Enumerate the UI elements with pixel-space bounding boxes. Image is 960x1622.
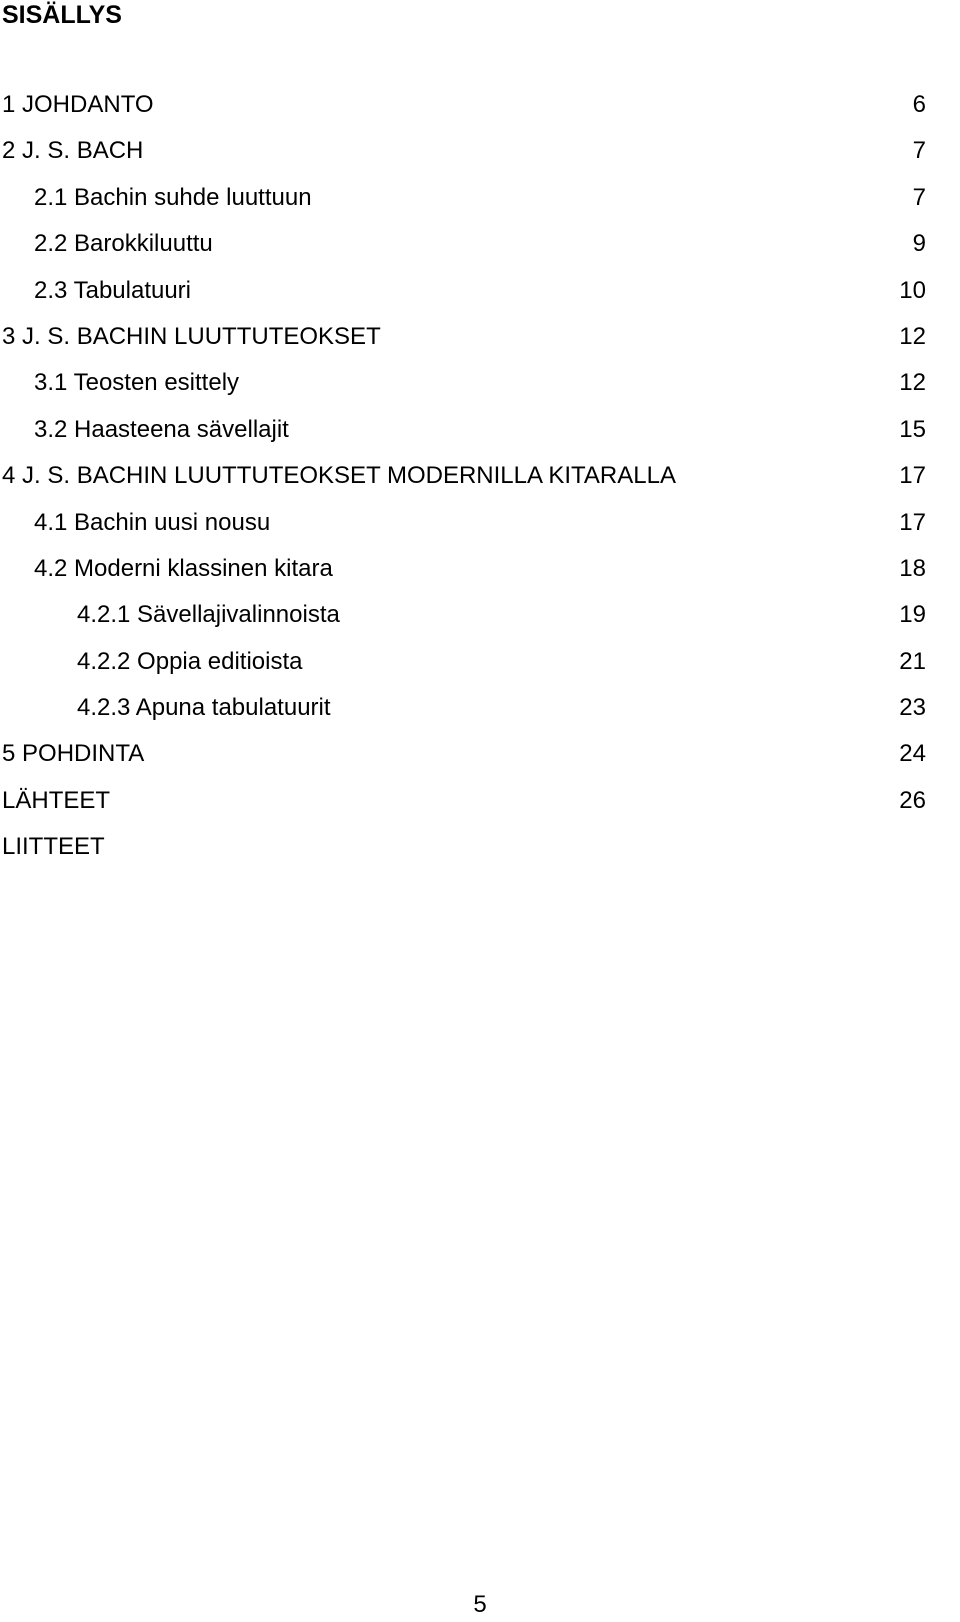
toc-entry-label: LIITTEET: [2, 833, 105, 861]
toc-entry-label: 4.2.2 Oppia editioista: [77, 647, 303, 675]
toc-entry-johdanto: [0, 88, 960, 134]
toc-entry-page: 17: [899, 462, 926, 490]
toc-entry-pohdinta: [0, 737, 960, 783]
toc-entry-label: 4.2.3 Apuna tabulatuurit: [77, 694, 331, 722]
toc-entry-label: 3.1 Teosten esittely: [34, 369, 240, 397]
toc-entry-page: 17: [899, 508, 926, 536]
toc-entry-label: 3.2 Haasteena sävellajit: [34, 415, 289, 443]
toc-entry-label: 2.1 Bachin suhde luuttuun: [34, 183, 312, 211]
toc-entry-barokkiluuttu: [0, 227, 960, 273]
toc-entry-oppia-editioista: [0, 645, 960, 691]
toc-entry-page: 7: [912, 137, 926, 165]
toc-entry-page: 21: [899, 647, 926, 675]
toc-entry-page: 15: [899, 415, 926, 443]
toc-entry-savellajit: [0, 413, 960, 459]
toc-entry-page: 10: [899, 276, 926, 304]
toc-entry-label: 1 JOHDANTO: [2, 91, 154, 118]
toc-entry-liitteet: [0, 830, 960, 876]
toc-entry-lahteet: [0, 784, 960, 830]
toc-entry-teosten-esittely: [0, 366, 960, 412]
toc-entry-page: 6: [912, 91, 926, 118]
toc-entry-tabulatuuri: [0, 274, 960, 320]
toc-entry-label: 2.2 Barokkiluuttu: [34, 230, 213, 258]
toc-entry-page: 9: [912, 230, 926, 258]
toc-entry-label: 3 J. S. BACHIN LUUTTUTEOKSET: [2, 322, 381, 350]
toc-entry-modernilla-kitaralla: [0, 459, 960, 505]
toc-entry-page: 26: [899, 786, 926, 814]
toc-entry-uusi-nousu: [0, 506, 960, 552]
toc-entry-page: 7: [912, 183, 926, 211]
toc-entry-label: 4.2 Moderni klassinen kitara: [34, 554, 333, 582]
toc-entry-page: 19: [899, 601, 926, 629]
page-number: 5: [473, 1591, 487, 1618]
toc-entry-page: 23: [899, 694, 926, 722]
toc-entry-label: 2 J. S. BACH: [2, 137, 144, 165]
toc-entry-label: 2.3 Tabulatuuri: [34, 276, 192, 304]
toc-entry-tabulatuurit: [0, 691, 960, 737]
toc-entry-luuttuteokset: [0, 320, 960, 366]
toc-entry-bachin-suhde: [0, 181, 960, 227]
toc-entry-page: 12: [899, 369, 926, 397]
toc-entry-savellajivalinnoista: [0, 598, 960, 644]
toc-title: SISÄLLYS: [2, 1, 122, 29]
toc-entry-bach: [0, 134, 960, 180]
toc-entry-page: 24: [899, 740, 926, 768]
toc-entry-page: 12: [899, 322, 926, 350]
toc-entry-label: 4 J. S. BACHIN LUUTTUTEOKSET MODERNILLA KITARALLA: [2, 462, 676, 490]
toc-list: [0, 88, 960, 877]
toc-entry-label: 5 POHDINTA: [2, 740, 145, 768]
toc-entry-label: 4.2.1 Sävellajivalinnoista: [77, 601, 340, 629]
toc-entry-label: LÄHTEET: [2, 786, 111, 814]
toc-entry-page: 18: [899, 554, 926, 582]
toc-entry-moderni-kitara: [0, 552, 960, 598]
toc-entry-label: 4.1 Bachin uusi nousu: [34, 508, 271, 536]
